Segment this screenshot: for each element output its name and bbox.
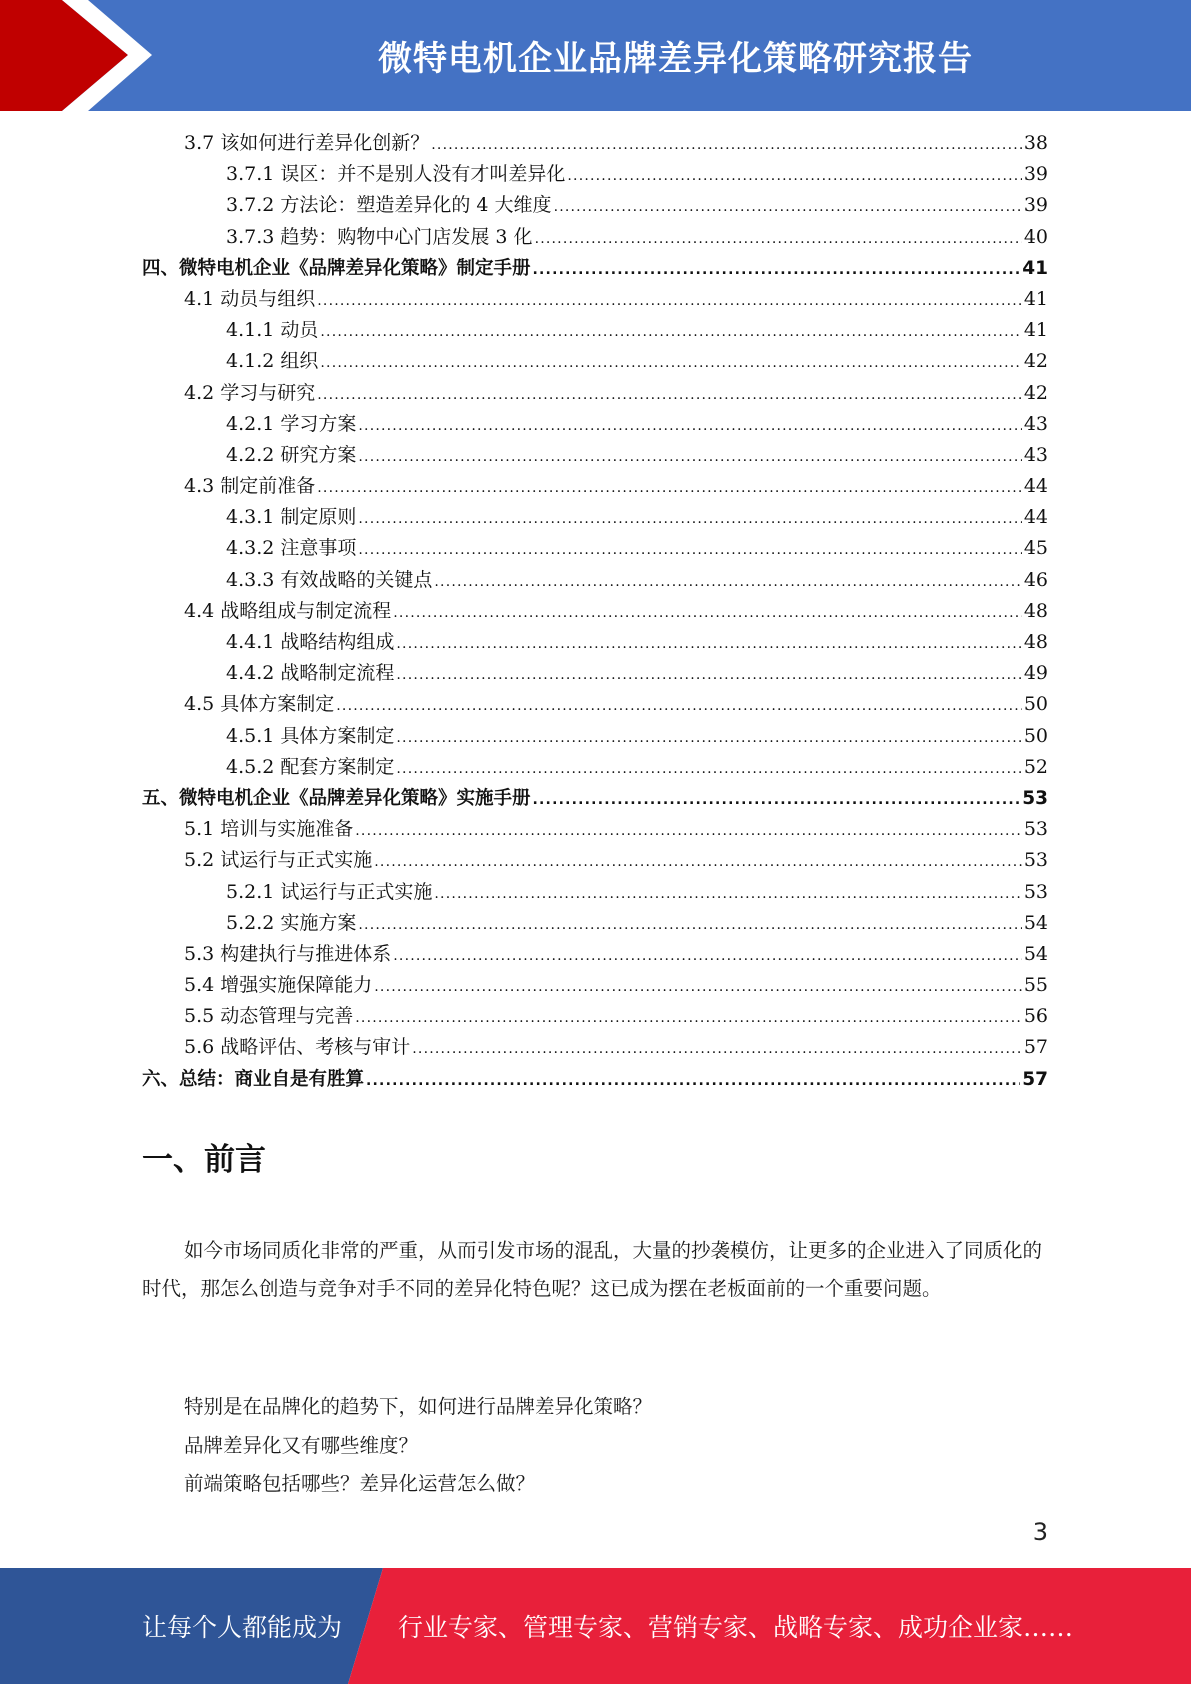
toc-entry-label: 4.3.2 注意事项	[226, 537, 357, 560]
toc-entry-label: 4.5.1 具体方案制定	[226, 724, 395, 747]
toc-dot-leader	[355, 816, 1022, 847]
toc-entry-label: 4.2.1 学习方案	[226, 412, 357, 435]
toc-entry-page: 49	[1023, 662, 1048, 685]
toc-entry-page: 50	[1023, 693, 1048, 716]
toc-entry[interactable]	[142, 627, 1048, 658]
toc-entry-label: 3.7 该如何进行差异化创新？	[184, 132, 430, 154]
toc-entry-page: 54	[1023, 911, 1048, 934]
toc-dot-leader	[358, 442, 1021, 473]
intro-paragraph: 如今市场同质化非常的严重，从而引发市场的混乱，大量的抄袭模仿，让更多的企业进入了同质化的时代，那怎么创造与竞争对手不同的差异化特色呢？这已成为摆在老板面前的一个重要问题。	[142, 1239, 1043, 1300]
toc-entry[interactable]	[142, 596, 1048, 627]
toc-entry[interactable]	[142, 814, 1048, 845]
toc-entry[interactable]	[142, 689, 1048, 720]
toc-entry[interactable]	[142, 565, 1048, 596]
toc-entry[interactable]	[142, 752, 1048, 783]
toc-entry-label: 5.2 试运行与正式实施	[184, 849, 373, 872]
toc-entry-label: 四、微特电机企业《品牌差异化策略》制定手册	[142, 257, 531, 279]
toc-entry-label: 4.4 战略组成与制定流程	[184, 599, 392, 622]
toc-entry-page: 55	[1023, 974, 1048, 997]
toc-entry-page: 54	[1023, 942, 1048, 965]
toc-dot-leader	[535, 224, 1022, 255]
document-title: 微特电机企业品牌差异化策略研究报告	[378, 39, 973, 79]
toc-entry-label: 5.2.2 实施方案	[226, 911, 357, 934]
toc-dot-leader	[320, 317, 1021, 348]
question-line: 前端策略包括哪些？差异化运营怎么做？	[184, 1472, 536, 1495]
toc-entry[interactable]	[142, 939, 1048, 970]
toc-entry-page: 53	[1023, 849, 1048, 872]
toc-entry-label: 六、总结：商业自是有胜算	[142, 1068, 365, 1090]
toc-entry-page: 53	[1023, 818, 1048, 841]
toc-entry-label: 5.4 增强实施保障能力	[184, 974, 373, 997]
toc-entry-page: 53	[1022, 787, 1048, 809]
toc-entry[interactable]	[142, 658, 1048, 689]
toc-dot-leader	[396, 629, 1021, 660]
toc-entry-page: 48	[1023, 599, 1048, 622]
toc-dot-leader	[366, 1066, 1020, 1097]
toc-dot-leader	[393, 941, 1022, 972]
toc-entry-page: 50	[1023, 724, 1048, 747]
toc-entry[interactable]	[142, 877, 1048, 908]
toc-entry[interactable]	[142, 502, 1048, 533]
toc-dot-leader	[431, 130, 1022, 161]
toc-entry-label: 5.6 战略评估、考核与审计	[184, 1036, 411, 1059]
toc-entry[interactable]	[142, 159, 1048, 190]
toc-entry-page: 44	[1023, 506, 1048, 529]
toc-entry-page: 41	[1022, 257, 1048, 279]
toc-entry-page: 42	[1023, 350, 1048, 373]
table-of-contents	[142, 128, 1048, 1095]
toc-entry-page: 44	[1023, 475, 1048, 498]
toc-entry-label: 4.3.1 制定原则	[226, 506, 357, 529]
toc-entry[interactable]	[142, 378, 1048, 409]
toc-entry-label: 4.2.2 研究方案	[226, 443, 357, 466]
toc-entry-label: 4.4.2 战略制定流程	[226, 662, 395, 685]
section-heading: 一、前言	[142, 1142, 266, 1178]
toc-dot-leader	[317, 380, 1022, 411]
toc-entry-page: 48	[1023, 631, 1048, 653]
toc-dot-leader	[393, 598, 1022, 629]
toc-entry[interactable]	[142, 346, 1048, 377]
toc-entry-label: 4.5 具体方案制定	[184, 693, 335, 716]
footer-slogan-left: 让每个人都能成为	[142, 1613, 343, 1642]
toc-entry-label: 3.7.2 方法论：塑造差异化的 4 大维度	[226, 194, 552, 217]
toc-entry[interactable]	[142, 908, 1048, 939]
toc-dot-leader	[358, 504, 1021, 535]
toc-entry-label: 3.7.3 趋势：购物中心门店发展 3 化	[226, 225, 533, 248]
toc-entry-page: 57	[1023, 1036, 1048, 1059]
toc-entry-label: 五、微特电机企业《品牌差异化策略》实施手册	[142, 787, 531, 809]
toc-dot-leader	[434, 879, 1021, 910]
toc-entry-label: 4.1.2 组织	[226, 350, 319, 373]
toc-entry[interactable]	[142, 970, 1048, 1001]
toc-entry-label: 5.3 构建执行与推进体系	[184, 942, 392, 965]
toc-entry-page: 56	[1023, 1005, 1048, 1028]
toc-entry[interactable]	[142, 721, 1048, 752]
toc-entry-label: 4.3 制定前准备	[184, 475, 316, 498]
toc-entry-label: 4.3.3 有效战略的关键点	[226, 568, 433, 591]
toc-entry-page: 39	[1023, 194, 1048, 217]
toc-entry-page: 39	[1023, 163, 1048, 186]
toc-dot-leader	[396, 723, 1021, 754]
toc-dot-leader	[317, 473, 1022, 504]
toc-dot-leader	[412, 1034, 1022, 1065]
toc-entry-page: 41	[1023, 319, 1048, 342]
page-number: 3	[1032, 1518, 1048, 1546]
toc-entry[interactable]	[142, 440, 1048, 471]
toc-entry-page: 52	[1023, 755, 1048, 778]
toc-entry[interactable]	[142, 1001, 1048, 1032]
toc-dot-leader	[567, 161, 1021, 192]
toc-entry-label: 5.5 动态管理与完善	[184, 1005, 354, 1028]
toc-dot-leader	[374, 847, 1022, 878]
toc-entry-label: 4.4.1 战略结构组成	[226, 631, 395, 653]
toc-entry-page: 46	[1023, 568, 1048, 591]
toc-entry[interactable]	[142, 284, 1048, 315]
toc-entry[interactable]	[142, 128, 1048, 159]
toc-entry[interactable]	[142, 315, 1048, 346]
toc-entry[interactable]	[142, 190, 1048, 221]
page-footer	[0, 1568, 1191, 1684]
toc-dot-leader	[533, 785, 1021, 816]
toc-entry-page: 57	[1022, 1068, 1048, 1090]
toc-entry-label: 4.1.1 动员	[226, 319, 319, 342]
toc-entry-page: 45	[1023, 537, 1048, 560]
footer-slogan-right: 行业专家、管理专家、营销专家、战略专家、成功企业家……	[398, 1613, 1074, 1642]
toc-dot-leader	[434, 567, 1021, 598]
toc-dot-leader	[396, 754, 1021, 785]
toc-dot-leader	[336, 691, 1022, 722]
toc-entry-label: 3.7.1 误区：并不是别人没有才叫差异化	[226, 163, 566, 186]
toc-dot-leader	[554, 192, 1022, 223]
toc-entry[interactable]	[142, 845, 1048, 876]
toc-dot-leader	[396, 660, 1021, 691]
toc-dot-leader	[355, 1003, 1022, 1034]
toc-entry-page: 41	[1023, 287, 1048, 310]
toc-entry[interactable]	[142, 471, 1048, 502]
toc-dot-leader	[358, 411, 1021, 442]
toc-entry-page: 42	[1023, 381, 1048, 404]
page-header	[0, 0, 1191, 111]
toc-entry[interactable]	[142, 409, 1048, 440]
toc-dot-leader	[358, 910, 1021, 941]
toc-entry[interactable]	[142, 783, 1048, 814]
toc-entry[interactable]	[142, 533, 1048, 564]
toc-entry[interactable]	[142, 1032, 1048, 1063]
toc-entry[interactable]	[142, 1064, 1048, 1095]
toc-entry-label: 5.2.1 试运行与正式实施	[226, 880, 433, 903]
toc-entry-label: 4.1 动员与组织	[184, 287, 316, 310]
toc-dot-leader	[317, 286, 1022, 317]
toc-dot-leader	[358, 535, 1021, 566]
toc-entry-page: 40	[1023, 225, 1048, 248]
toc-entry-label: 4.2 学习与研究	[184, 381, 316, 404]
question-line: 品牌差异化又有哪些维度？	[184, 1434, 419, 1457]
toc-entry[interactable]	[142, 222, 1048, 253]
toc-entry-page: 53	[1023, 880, 1048, 903]
toc-dot-leader	[374, 972, 1022, 1003]
toc-entry-label: 5.1 培训与实施准备	[184, 818, 354, 841]
question-line: 特别是在品牌化的趋势下，如何进行品牌差异化策略？	[184, 1395, 653, 1418]
toc-entry-label: 4.5.2 配套方案制定	[226, 755, 395, 778]
toc-dot-leader	[533, 255, 1021, 286]
toc-entry-page: 43	[1023, 443, 1048, 466]
toc-entry-page: 38	[1023, 132, 1048, 154]
toc-entry[interactable]	[142, 253, 1048, 284]
toc-dot-leader	[320, 348, 1021, 379]
toc-entry-page: 43	[1023, 412, 1048, 435]
